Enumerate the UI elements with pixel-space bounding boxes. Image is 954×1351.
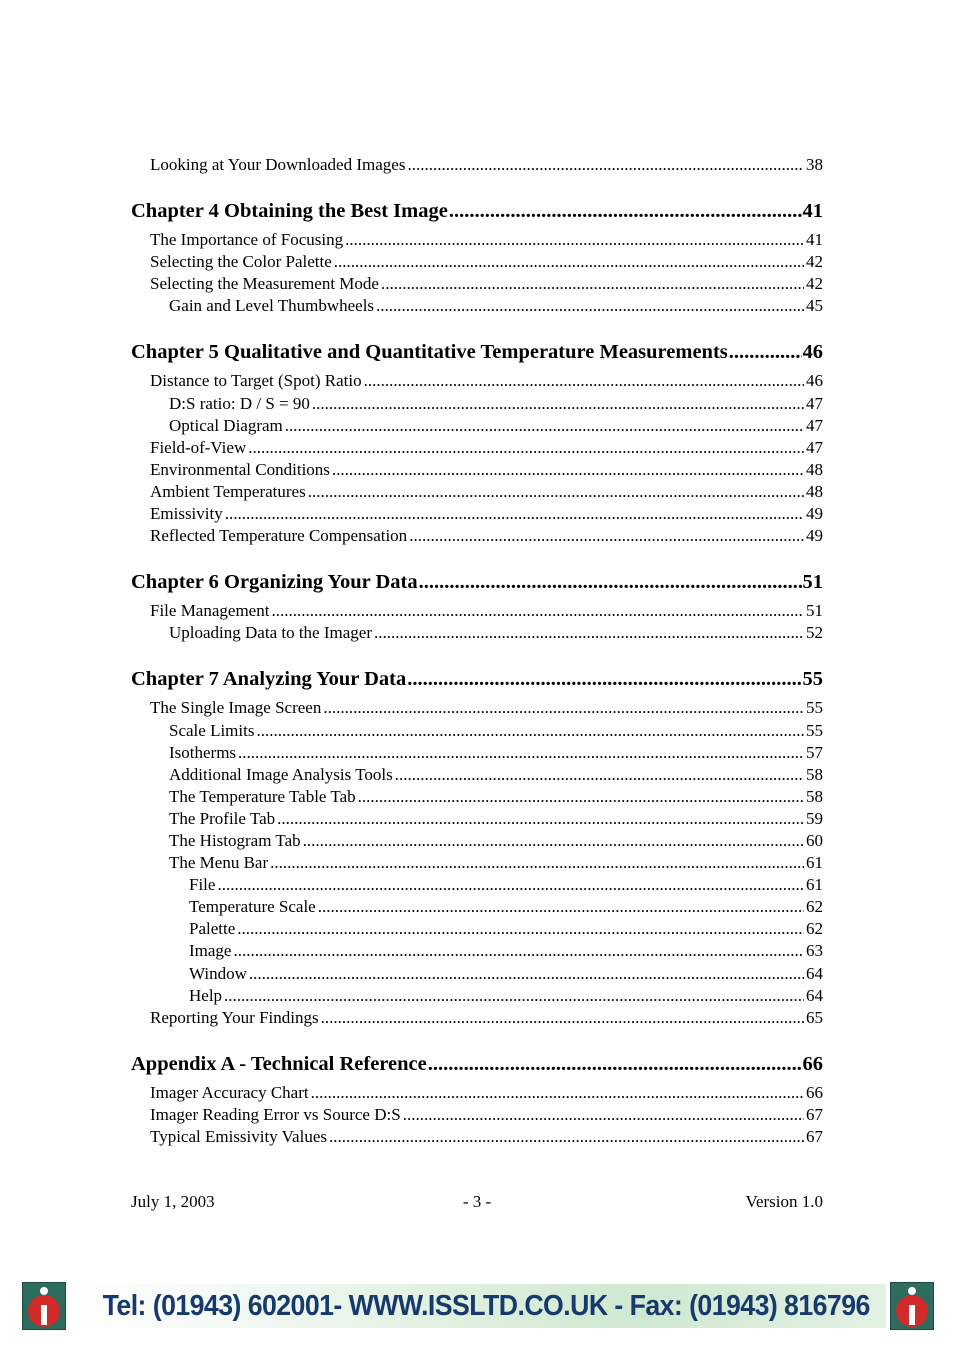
toc-entry-title: Reflected Temperature Compensation — [150, 526, 408, 546]
toc-entry-title: The Temperature Table Tab — [169, 786, 356, 806]
toc-entry-title: Window — [189, 963, 247, 983]
toc-page-number: 47 — [806, 415, 823, 435]
toc-page-number: 55 — [806, 720, 823, 740]
table-of-contents — [131, 154, 823, 1148]
toc-page-number: 62 — [806, 919, 823, 939]
dot-leader — [277, 808, 804, 830]
toc-page-number: 41 — [802, 200, 823, 223]
dot-leader — [407, 154, 804, 176]
toc-page-number: 52 — [806, 623, 823, 643]
toc-page-number: 61 — [806, 853, 823, 873]
dot-leader — [332, 459, 804, 481]
footer-page-number: - 3 - — [462, 1192, 492, 1211]
toc-chapter-heading[interactable] — [131, 1051, 823, 1077]
toc-entry[interactable] — [131, 295, 823, 317]
toc-entry-title: Uploading Data to the Imager — [169, 623, 372, 643]
toc-page-number: 57 — [806, 742, 823, 762]
dot-leader — [225, 503, 804, 525]
dot-leader — [407, 666, 801, 692]
page-footer — [131, 1190, 823, 1214]
toc-entry-title: Palette — [189, 919, 236, 939]
toc-entry[interactable] — [131, 1007, 823, 1029]
dot-leader — [428, 1051, 802, 1077]
toc-entry[interactable] — [131, 1082, 823, 1104]
toc-entry[interactable] — [131, 764, 823, 786]
dot-leader — [312, 393, 804, 415]
dot-leader — [237, 918, 804, 940]
toc-entry[interactable] — [131, 896, 823, 918]
dot-leader — [364, 370, 804, 392]
toc-page-number: 42 — [806, 274, 823, 294]
info-i-icon — [890, 1282, 934, 1330]
footer-version: Version 1.0 — [745, 1192, 823, 1211]
toc-entry-title: Emissivity — [150, 504, 223, 524]
toc-entry[interactable] — [131, 459, 823, 481]
info-i-icon — [22, 1282, 66, 1330]
toc-entry[interactable] — [131, 918, 823, 940]
toc-page-number: 58 — [806, 764, 823, 784]
dot-leader — [345, 229, 804, 251]
toc-page-number: 47 — [806, 393, 823, 413]
toc-page-number: 49 — [806, 504, 823, 524]
toc-entry-title: Distance to Target (Spot) Ratio — [150, 371, 362, 391]
toc-entry-title: The Profile Tab — [169, 808, 276, 828]
toc-entry[interactable] — [131, 830, 823, 852]
toc-page-number: 51 — [806, 601, 823, 621]
toc-entry[interactable] — [131, 370, 823, 392]
toc-entry-title: Selecting the Color Palette — [150, 252, 332, 272]
toc-page-number: 66 — [806, 1082, 823, 1102]
toc-page-number: 62 — [806, 897, 823, 917]
dot-leader — [256, 720, 804, 742]
toc-entry-title: The Single Image Screen — [150, 698, 322, 718]
toc-entry[interactable] — [131, 154, 823, 176]
toc-entry[interactable] — [131, 251, 823, 273]
dot-leader — [374, 622, 804, 644]
toc-entry-title: Additional Image Analysis Tools — [169, 764, 393, 784]
toc-page-number: 65 — [806, 1007, 823, 1027]
dot-leader — [329, 1126, 804, 1148]
toc-entry[interactable] — [131, 1126, 823, 1148]
toc-entry-title: Image — [189, 941, 232, 961]
toc-entry[interactable] — [131, 525, 823, 547]
toc-entry-title: Reporting Your Findings — [150, 1007, 319, 1027]
toc-entry[interactable] — [131, 229, 823, 251]
dot-leader — [334, 251, 804, 273]
toc-entry-title: Gain and Level Thumbwheels — [169, 296, 375, 316]
dot-leader — [321, 1007, 804, 1029]
dot-leader — [376, 295, 804, 317]
toc-entry[interactable] — [131, 963, 823, 985]
toc-page-number: 67 — [806, 1127, 823, 1146]
toc-page-number: 51 — [802, 571, 823, 594]
dot-leader — [318, 896, 804, 918]
dot-leader — [729, 339, 802, 365]
toc-page-number: 42 — [806, 252, 823, 272]
toc-entry[interactable] — [131, 742, 823, 764]
toc-entry-title: Temperature Scale — [189, 897, 316, 917]
toc-entry[interactable] — [131, 622, 823, 644]
toc-entry-title: Looking at Your Downloaded Images — [150, 155, 406, 174]
toc-entry-title: Field-of-View — [150, 437, 247, 457]
dot-leader — [270, 852, 804, 874]
toc-page-number: 59 — [806, 808, 823, 828]
toc-entry-title: Ambient Temperatures — [150, 481, 306, 501]
toc-page-number: 66 — [802, 1052, 823, 1075]
toc-entry-title: Environmental Conditions — [150, 459, 330, 479]
toc-page-number: 60 — [806, 830, 823, 850]
toc-chapter-heading[interactable] — [131, 569, 823, 595]
toc-page-number: 58 — [806, 786, 823, 806]
dot-leader — [224, 985, 804, 1007]
toc-entry-title: File — [189, 875, 216, 895]
toc-page-number: 61 — [806, 875, 823, 895]
toc-entry[interactable] — [131, 874, 823, 896]
toc-entry-title: Help — [189, 985, 223, 1005]
toc-page-number: 64 — [806, 963, 823, 983]
toc-entry-title: Chapter 5 Qualitative and Quantitative Temperature Measurements — [131, 341, 728, 364]
toc-entry-title: The Menu Bar — [169, 853, 269, 873]
toc-entry[interactable] — [131, 1104, 823, 1126]
toc-page-number: 55 — [802, 668, 823, 691]
dot-leader — [285, 415, 804, 437]
toc-entry[interactable] — [131, 940, 823, 962]
toc-entry[interactable] — [131, 697, 823, 719]
toc-page-number: 55 — [806, 698, 823, 718]
toc-entry-title: Imager Reading Error vs Source D:S — [150, 1104, 401, 1124]
toc-entry-title: Appendix A - Technical Reference — [131, 1052, 427, 1075]
banner-text: Tel: (01943) 602001- WWW.ISSLTD.CO.UK - Fax: (01943) 816796 — [102, 1290, 870, 1322]
dot-leader — [311, 1082, 804, 1104]
toc-page-number: 48 — [806, 459, 823, 479]
dot-leader — [323, 697, 804, 719]
contact-banner — [22, 1282, 934, 1330]
dot-leader — [358, 786, 804, 808]
dot-leader — [409, 525, 804, 547]
toc-entry-title: Chapter 6 Organizing Your Data — [131, 571, 418, 594]
toc-entry-title: The Importance of Focusing — [150, 230, 344, 250]
toc-entry[interactable] — [131, 786, 823, 808]
dot-leader — [248, 437, 804, 459]
toc-page-number: 64 — [806, 985, 823, 1005]
dot-leader — [449, 198, 802, 224]
toc-entry[interactable] — [131, 852, 823, 874]
toc-entry[interactable] — [131, 415, 823, 437]
toc-entry[interactable] — [131, 481, 823, 503]
toc-entry-title: Chapter 7 Analyzing Your Data — [131, 668, 407, 691]
dot-leader — [395, 764, 804, 786]
toc-page-number: 46 — [806, 371, 823, 391]
toc-page-number: 63 — [806, 941, 823, 961]
toc-entry-title: Imager Accuracy Chart — [150, 1082, 309, 1102]
toc-entry[interactable] — [131, 808, 823, 830]
toc-entry-title: D:S ratio: D / S = 90 — [169, 393, 310, 413]
dot-leader — [271, 600, 804, 622]
toc-page-number: 47 — [806, 437, 823, 457]
toc-entry-title: Chapter 4 Obtaining the Best Image — [131, 200, 448, 223]
toc-entry[interactable] — [131, 393, 823, 415]
toc-entry-title: Scale Limits — [169, 720, 255, 740]
toc-chapter-heading[interactable] — [131, 666, 823, 692]
toc-page-number: 45 — [806, 296, 823, 316]
toc-chapter-heading[interactable] — [131, 198, 823, 224]
dot-leader — [419, 569, 802, 595]
toc-page-number: 48 — [806, 481, 823, 501]
toc-entry-title: File Management — [150, 601, 270, 621]
dot-leader — [403, 1104, 804, 1126]
toc-page-number: 49 — [806, 526, 823, 546]
toc-entry-title: Selecting the Measurement Mode — [150, 274, 379, 294]
dot-leader — [303, 830, 804, 852]
dot-leader — [238, 742, 804, 764]
toc-page-number: 46 — [802, 341, 823, 364]
toc-entry[interactable] — [131, 600, 823, 622]
dot-leader — [381, 273, 804, 295]
toc-page-number: 38 — [806, 155, 823, 174]
toc-entry[interactable] — [131, 437, 823, 459]
dot-leader — [217, 874, 804, 896]
toc-entry-title: Typical Emissivity Values — [150, 1127, 327, 1146]
dot-leader — [233, 940, 804, 962]
toc-chapter-heading[interactable] — [131, 339, 823, 365]
toc-entry[interactable] — [131, 720, 823, 742]
footer-date: July 1, 2003 — [131, 1192, 215, 1211]
dot-leader — [249, 963, 804, 985]
toc-entry[interactable] — [131, 273, 823, 295]
toc-page-number: 41 — [806, 230, 823, 250]
toc-entry[interactable] — [131, 985, 823, 1007]
dot-leader — [308, 481, 804, 503]
banner-strip — [70, 1284, 886, 1328]
toc-page-number: 67 — [806, 1104, 823, 1124]
toc-entry-title: Optical Diagram — [169, 415, 283, 435]
toc-entry-title: The Histogram Tab — [169, 830, 301, 850]
toc-entry[interactable] — [131, 503, 823, 525]
toc-entry-title: Isotherms — [169, 742, 237, 762]
